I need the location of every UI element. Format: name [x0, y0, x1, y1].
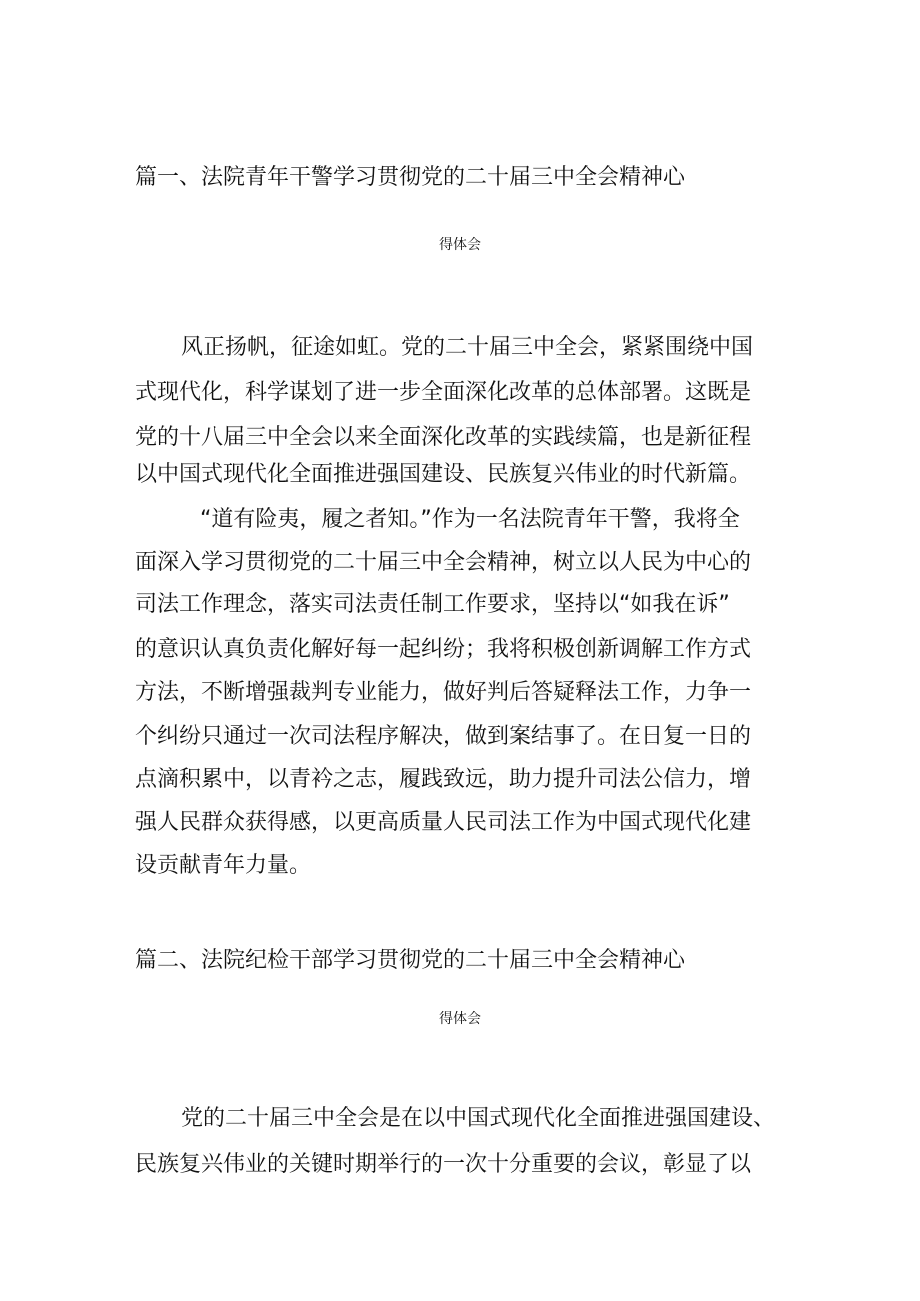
section1-para1-line1: 风正扬帆，征途如虹。党的二十届三中全会，紧紧围绕中国	[181, 335, 754, 360]
section1-para2-line6: 个纠纷只通过一次司法程序解决，做到案结事了。在日复一日的	[135, 724, 752, 749]
section2-title-line1: 篇二、法院纪检干部学习贯彻党的二十届三中全会精神心	[135, 948, 686, 973]
section1-title-line1: 篇一、法院青年干警学习贯彻党的二十届三中全会精神心	[135, 165, 686, 190]
section2-para1-line2: 民族复兴伟业的关键时期举行的一次十分重要的会议，彰显了以	[135, 1152, 752, 1177]
section1-para2-line1: “道有险夷，履之者知。”作为一名法院青年干警，我将全	[200, 507, 740, 532]
section1-para2-line9: 设贡献青年力量。	[135, 853, 312, 878]
section2-para1-line1: 党的二十届三中全会是在以中国式现代化全面推进强国建设、	[181, 1106, 776, 1131]
section1-para1-line2: 式现代化，科学谋划了进一步全面深化改革的总体部署。这既是	[135, 380, 752, 405]
section1-para2-line7: 点滴积累中，以青衿之志，履践致远，助力提升司法公信力，增	[135, 767, 752, 792]
section1-title-line2: 得体会	[439, 237, 481, 253]
section1-para1-line3: 党的十八届三中全会以来全面深化改革的实践续篇，也是新征程	[135, 425, 752, 450]
section1-para2-line4: 的意识认真负责化解好每一起纠纷；我将积极创新调解工作方式	[135, 637, 752, 662]
section2-title-line2: 得体会	[439, 1011, 481, 1027]
section1-para2-line3: 司法工作理念，落实司法责任制工作要求，坚持以“如我在诉”	[135, 592, 730, 617]
section1-para2-line2: 面深入学习贯彻党的二十届三中全会精神，树立以人民为中心的	[135, 550, 752, 575]
section1-para2-line5: 方法，不断增强裁判专业能力，做好判后答疑释法工作，力争一	[135, 680, 752, 705]
section1-para1-line4: 以中国式现代化全面推进强国建设、民族复兴伟业的时代新篇。	[135, 462, 752, 487]
section1-para2-line8: 强人民群众获得感，以更高质量人民司法工作为中国式现代化建	[135, 810, 752, 835]
